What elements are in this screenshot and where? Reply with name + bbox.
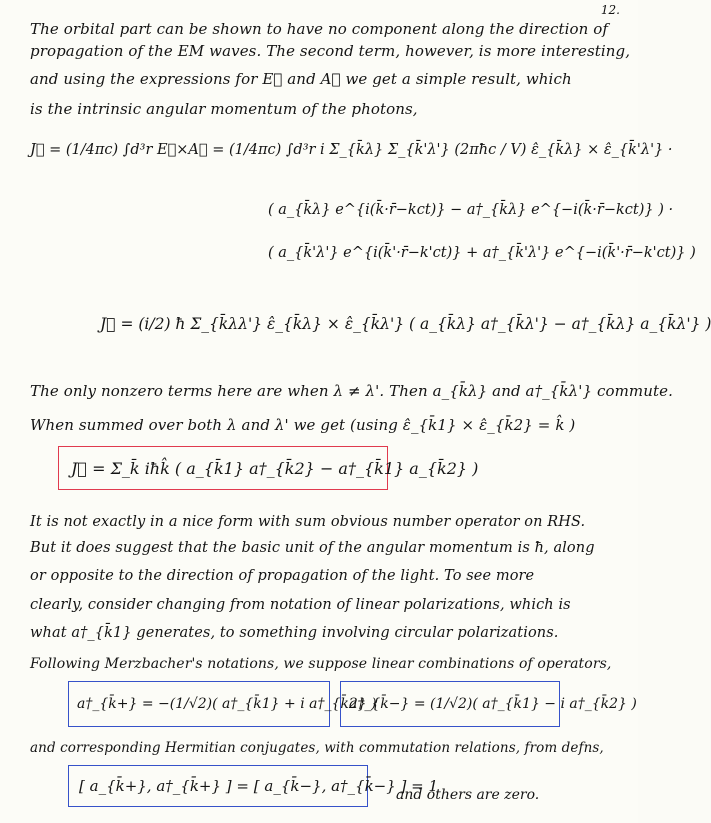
boxed-def-a-plus-text: a†_{k̄+} = −(1/√2)( a†_{k̄1} + i a†_{k̄2} ): [77, 696, 377, 712]
para-line-1: It is not exactly in a nice form with sum obvious number operator on RHS.: [30, 514, 586, 530]
boxed-result-text: J⃗ = Σ_k̄ iħk̂ ( a_{k̄1} a†_{k̄2} − a†_{k̄1} a_{k̄2} ): [71, 458, 479, 478]
tail-note: and others are zero.: [396, 787, 540, 803]
boxed-def-a-minus: [340, 681, 637, 727]
para-line-3: or opposite to the direction of propagation of the light. To see more: [30, 568, 535, 584]
boxed-def-a-plus: [68, 681, 377, 727]
intro-line-1: The orbital part can be shown to have no component along the direction of: [30, 20, 609, 38]
intro-line-2: propagation of the EM waves. The second term, however, is more interesting,: [30, 42, 631, 60]
equation-1-line-3: ( a_{k̄'λ'} e^{i(k̄'·r̄−k'ct)} + a†_{k̄'λ'} e^{−i(k̄'·r̄−k'ct)} ): [268, 245, 696, 261]
boxed-def-a-minus-text: a†_{k̄−} = (1/√2)( a†_{k̄1} − i a†_{k̄2} ): [349, 696, 637, 712]
boxed-result-angular-momentum: [58, 446, 479, 490]
intro-line-3: and using the expressions for E⃗ and A⃗ we get a simple result, which: [30, 70, 572, 88]
page-number: 12.: [600, 3, 620, 17]
mid-line-2: When summed over both λ and λ' we get (using ε̂_{k̄1} × ε̂_{k̄2} = k̂ ): [30, 416, 576, 434]
equation-1-line-2: ( a_{k̄λ} e^{i(k̄·r̄−kct)} − a†_{k̄λ} e^{−i(k̄·r̄−kct)} ) ·: [268, 202, 674, 218]
equation-1-line-1: J⃗ = (1/4πc) ∫d³r E⃗×A⃗ = (1/4πc) ∫d³r i Σ_{k̄λ} Σ_{k̄'λ'} (2πħc / V) ε̂_{k̄λ} × ε̂_{k̄'λ'} ·: [30, 142, 673, 158]
para-line-6: Following Merzbacher's notations, we suppose linear combinations of operators,: [30, 656, 612, 672]
intro-line-4: is the intrinsic angular momentum of the photons,: [30, 100, 418, 118]
mid-line-1: The only nonzero terms here are when λ ≠ λ'. Then a_{k̄λ} and a†_{k̄λ'} commute.: [30, 382, 673, 400]
conj-line: and corresponding Hermitian conjugates, with commutation relations, from defns,: [30, 740, 604, 756]
equation-2: J⃗ = (i/2) ħ Σ_{k̄λλ'} ε̂_{k̄λ} × ε̂_{k̄λ'} ( a_{k̄λ} a†_{k̄λ'} − a†_{k̄λ} a_{k̄λ'} ): [100, 315, 711, 333]
para-line-4: clearly, consider changing from notation of linear polarizations, which is: [30, 597, 571, 613]
boxed-commutation-text: [ a_{k̄+}, a†_{k̄+} ] = [ a_{k̄−}, a†_{k̄−} ] = 1: [79, 777, 439, 795]
para-line-5: what a†_{k̄1} generates, to something involving circular polarizations.: [30, 625, 559, 641]
boxed-commutation-relations: [68, 765, 439, 807]
para-line-2: But it does suggest that the basic unit of the angular momentum is ħ, along: [30, 540, 595, 556]
